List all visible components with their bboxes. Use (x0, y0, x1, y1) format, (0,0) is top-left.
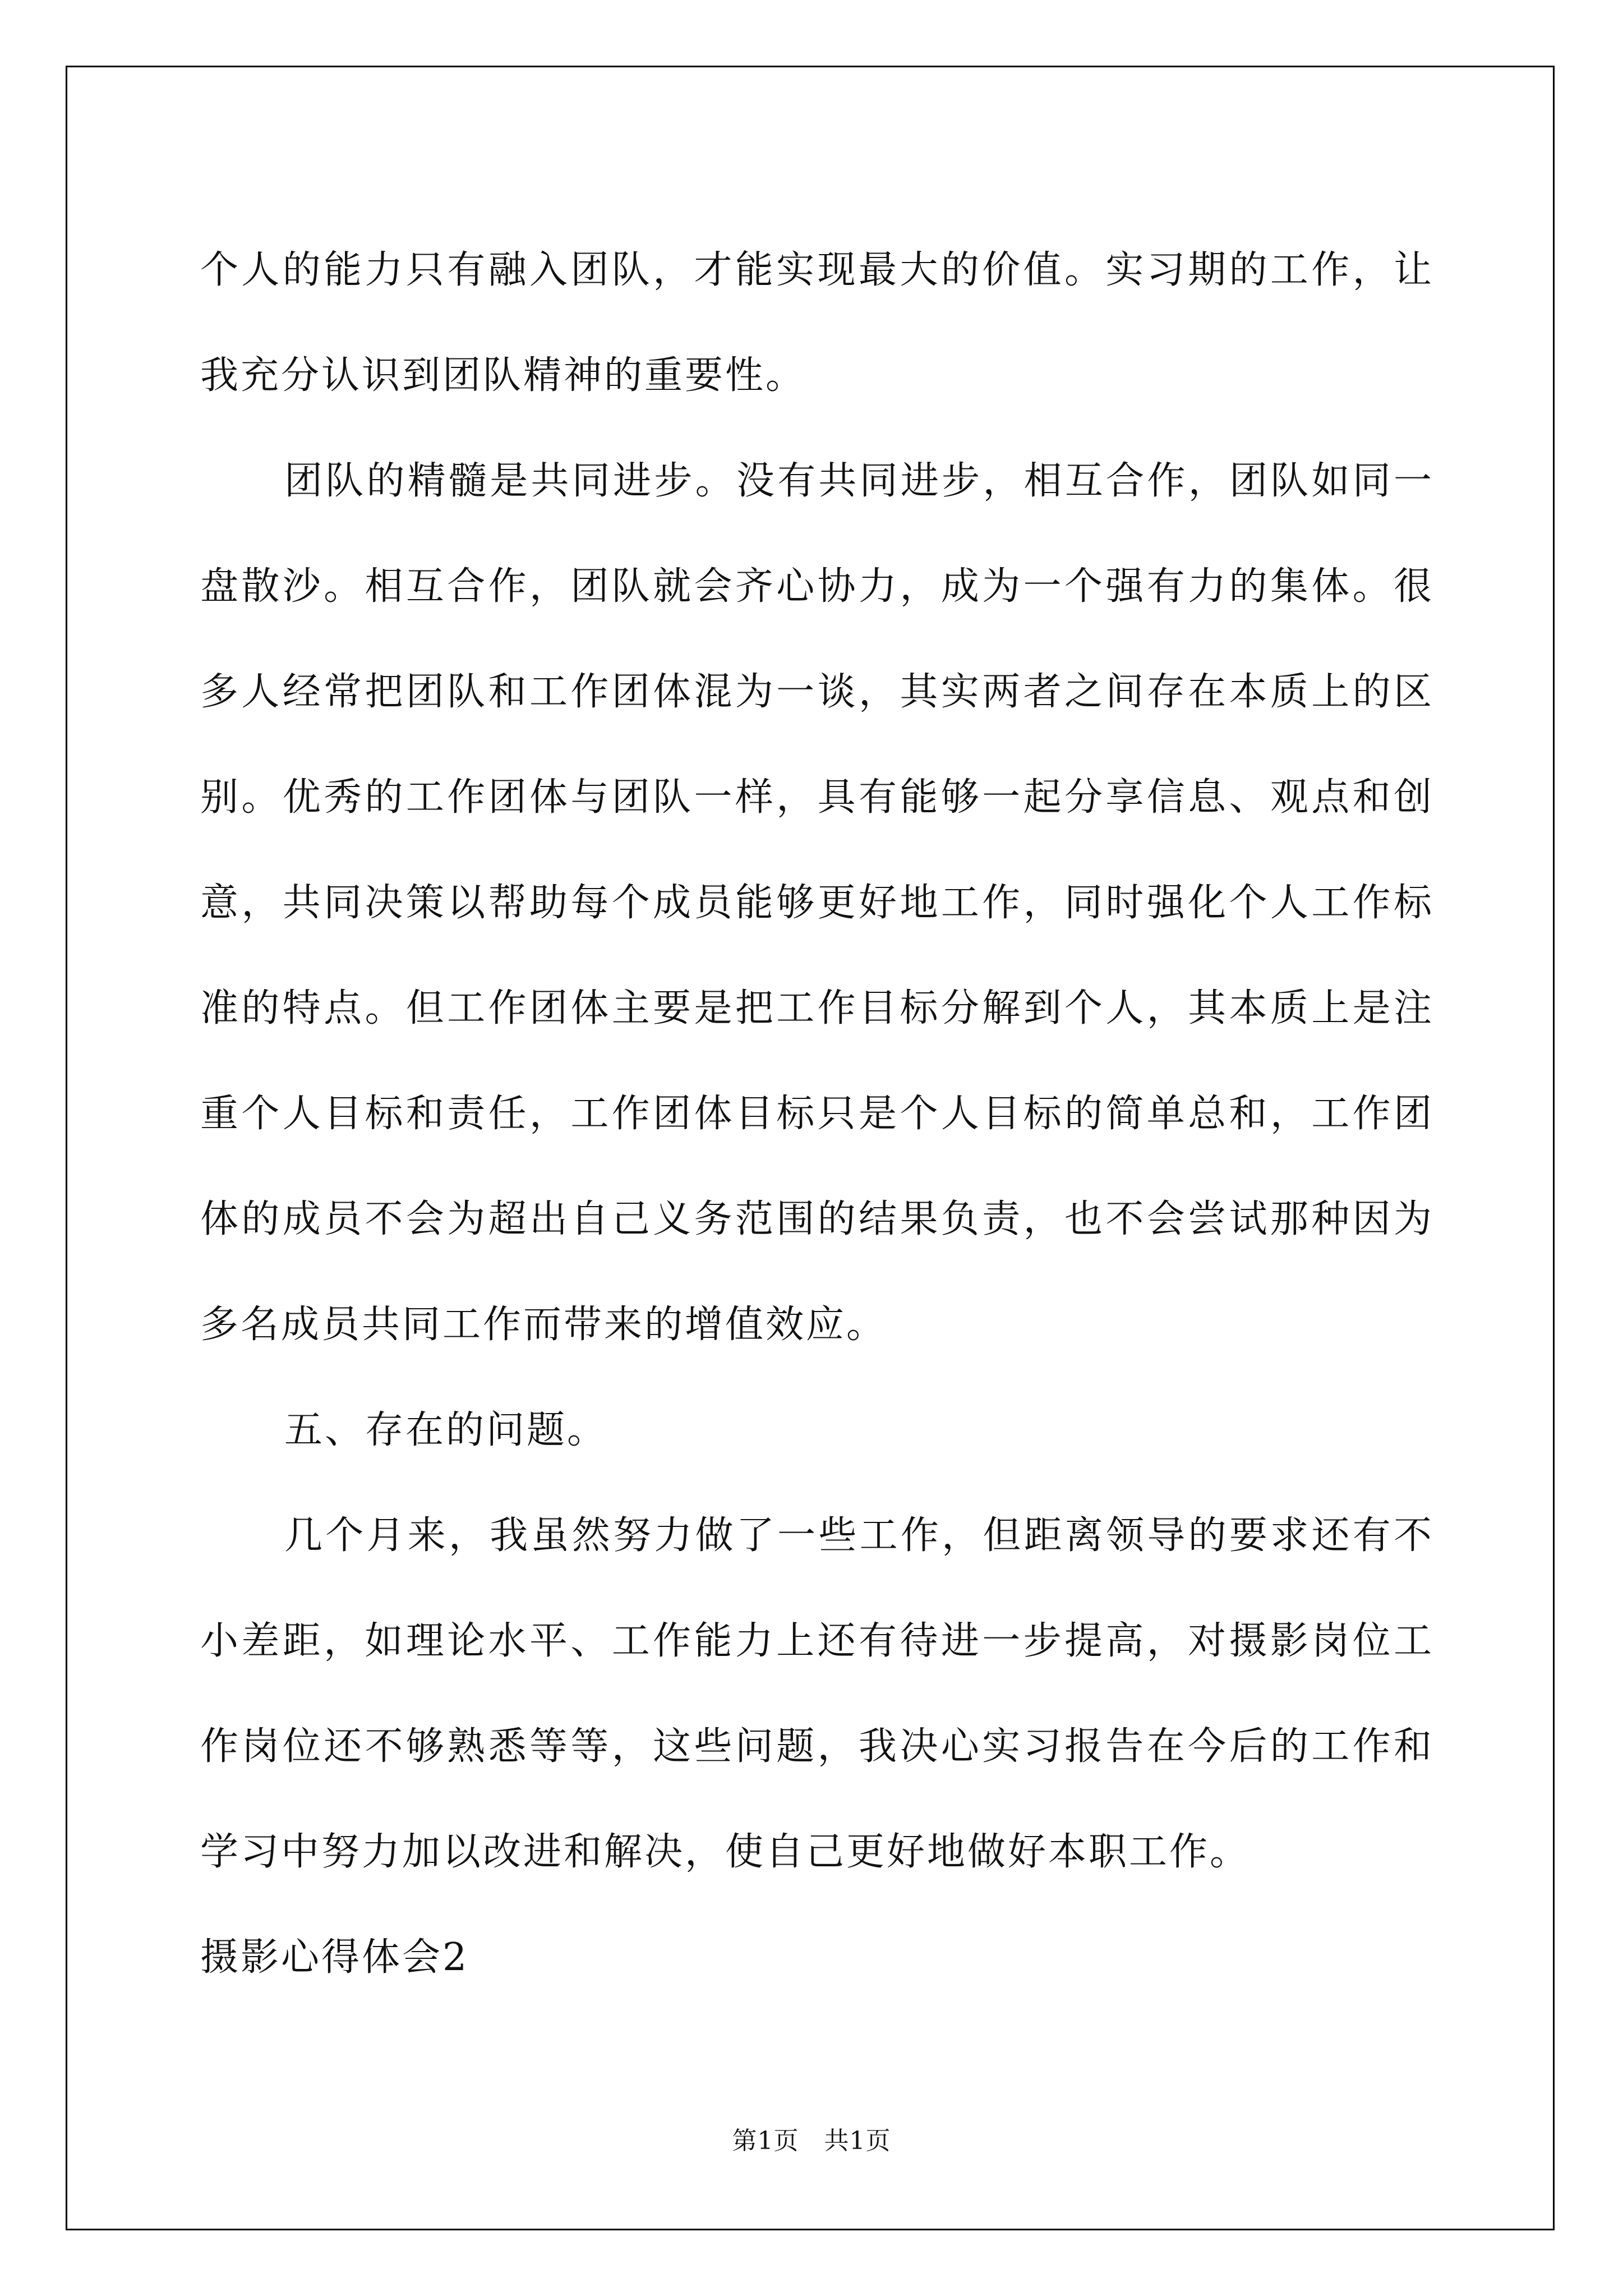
paragraph-2: 团队的精髓是共同进步。没有共同进步，相互合作，团队如同一盘散沙。相互合作，团队就会齐心协力，成为一个强有力的集体。很多人经常把团队和工作团体混为一谈，其实两者之间存在本质上的区别。优秀的工作团体与团队一样，具有能够一起分享信息、观点和创意，共同决策以帮助每个成员能够更好地工作，同时强化个人工作标准的特点。但工作团体主要是把工作目标分解到个人，其本质上是注重个人目标和责任，工作团体目标只是个人目标的简单总和，工作团体的成员不会为超出自己义务范围的结果负责，也不会尝试那种因为多名成员共同工作而带来的增值效应。 (200, 459, 1434, 1347)
document-body (200, 218, 1434, 2010)
section-heading-problems: 五、存在的问题。 (284, 1408, 608, 1452)
paragraph-1: 个人的能力只有融入团队，才能实现最大的价值。实习期的工作，让我充分认识到团队精神的重要性。 (200, 248, 1434, 398)
page-footer: 第1页 共1页 (732, 2127, 891, 2155)
paragraph-4: 几个月来，我虽然努力做了一些工作，但距离领导的要求还有不小差距，如理论水平、工作能力上还有待进一步提高，对摄影岗位工作岗位还不够熟悉等等，这些问题，我决心实习报告在今后的工作和学习中努力加以改进和解决，使自己更好地做好本职工作。 (200, 1513, 1434, 1874)
next-title: 摄影心得体会2 (200, 1935, 469, 1980)
